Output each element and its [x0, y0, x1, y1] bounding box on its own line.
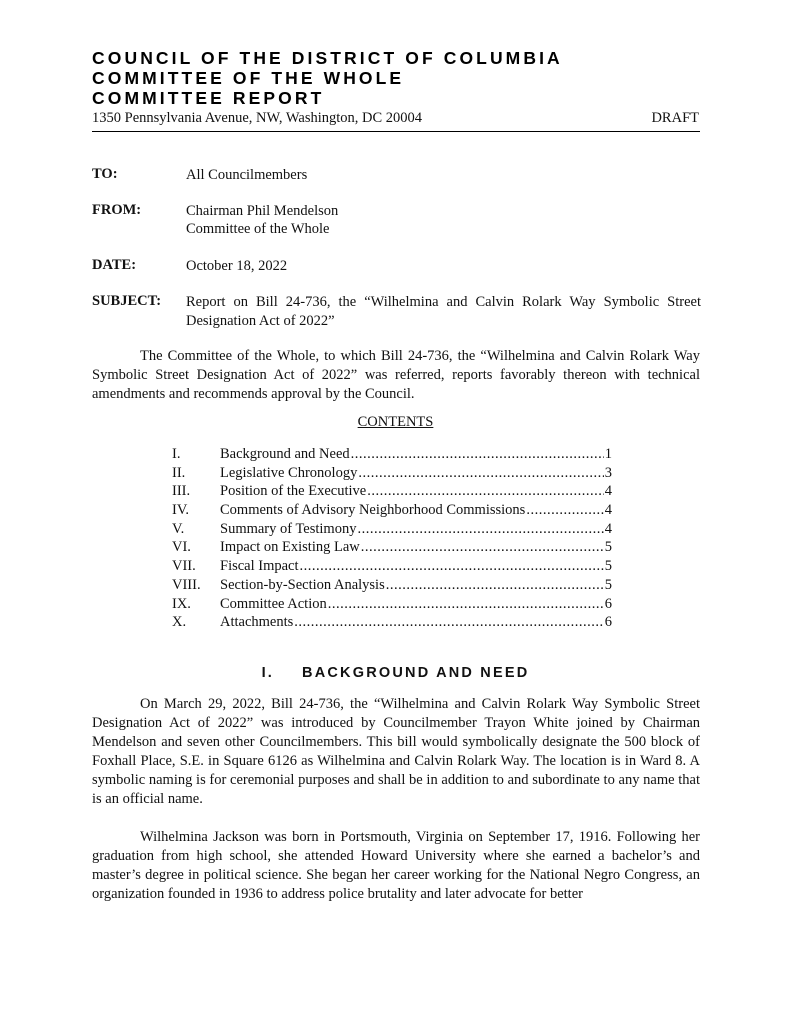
toc-row[interactable]: [172, 596, 612, 615]
toc-title: Background and Need: [220, 446, 350, 462]
toc-row[interactable]: [172, 614, 612, 633]
toc-leader: [361, 539, 604, 556]
toc-number: VI.: [172, 539, 191, 556]
toc-row[interactable]: [172, 483, 612, 502]
toc-row[interactable]: [172, 521, 612, 540]
toc-leader: [357, 521, 603, 538]
header-rule: [92, 131, 700, 132]
from-label: FROM:: [92, 202, 142, 218]
toc-number: II.: [172, 464, 186, 481]
council-title: COUNCIL OF THE DISTRICT OF COLUMBIA: [92, 48, 563, 68]
toc-number: IX.: [172, 595, 191, 612]
date-label: DATE:: [92, 257, 137, 273]
toc-leader: [328, 596, 604, 613]
toc-row[interactable]: [172, 558, 612, 577]
toc-row[interactable]: [172, 502, 612, 521]
toc-row[interactable]: [172, 577, 612, 596]
from-value-name: Chairman Phil Mendelson: [186, 203, 339, 219]
toc-number: VII.: [172, 558, 196, 575]
toc-leader: [386, 577, 604, 594]
toc-number: X.: [172, 614, 187, 631]
toc-leader: [294, 614, 603, 631]
toc-number: V.: [172, 520, 185, 537]
toc-title: Committee Action: [220, 595, 327, 612]
background-paragraph-2: Wilhelmina Jackson was born in Portsmouth, Virginia on September 17, 1916. Following her graduation from high school, she attended Howard University where she earned a bachelor’s and master’s degree in political science. She began her career working for the National Negro Congress, an organization founded in 1936 to address police brutality and later advocate for better: [92, 829, 700, 902]
toc-page: 6: [604, 614, 612, 631]
contents-title: CONTENTS: [357, 414, 434, 430]
toc-page: 6: [604, 595, 612, 612]
toc-leader: [351, 446, 604, 463]
toc-title: Summary of Testimony: [220, 520, 357, 537]
date-value: October 18, 2022: [186, 258, 288, 274]
toc-title: Legislative Chronology: [220, 464, 358, 481]
draft-label: DRAFT: [651, 110, 699, 126]
toc-title: Section-by-Section Analysis: [220, 576, 385, 593]
toc-number: I.: [172, 446, 181, 462]
toc-row[interactable]: [172, 465, 612, 484]
committee-title: COMMITTEE OF THE WHOLE: [92, 68, 405, 88]
toc-title: Fiscal Impact: [220, 558, 299, 575]
toc-page: 4: [604, 483, 612, 500]
subject-value: Report on Bill 24-736, the “Wilhelmina and Calvin Rolark Way Symbolic Street Designation Act of 2022”: [186, 294, 701, 329]
toc-number: III.: [172, 483, 191, 500]
intro-paragraph: The Committee of the Whole, to which Bill 24-736, the “Wilhelmina and Calvin Rolark Way Symbolic Street Designation Act of 2022” was referred, reports favorably thereon with technical amendments and recommends approval by the Council.: [92, 348, 700, 402]
toc-page: 4: [604, 520, 612, 537]
toc-title: Impact on Existing Law: [220, 539, 360, 556]
to-value: All Councilmembers: [186, 167, 308, 183]
toc-page: 5: [604, 558, 612, 575]
toc-page: 5: [604, 576, 612, 593]
from-value-committee: Committee of the Whole: [186, 221, 330, 237]
table-of-contents: [172, 446, 612, 633]
to-label: TO:: [92, 166, 118, 182]
toc-title: Comments of Advisory Neighborhood Commissions: [220, 502, 526, 519]
toc-row[interactable]: [172, 539, 612, 558]
section-number: I.: [261, 665, 275, 681]
toc-page: 1: [604, 446, 612, 462]
toc-title: Attachments: [220, 614, 294, 631]
section-heading: [0, 665, 791, 681]
toc-number: IV.: [172, 502, 190, 519]
report-title: COMMITTEE REPORT: [92, 88, 325, 108]
toc-leader: [526, 502, 603, 519]
subject-label: SUBJECT:: [92, 293, 162, 309]
toc-title: Position of the Executive: [220, 483, 367, 500]
toc-leader: [300, 558, 604, 575]
toc-page: 4: [604, 502, 612, 519]
toc-page: 5: [604, 539, 612, 556]
toc-row[interactable]: [172, 446, 612, 465]
toc-leader: [358, 465, 603, 482]
background-paragraph-1: On March 29, 2022, Bill 24-736, the “Wilhelmina and Calvin Rolark Way Symbolic Street Designation Act of 2022” was introduced by Councilmember Trayon White joined by Chairman Mendelson and seven other Councilmembers. This bill would symbolically designate the 500 block of Foxhall Place, S.E. in Square 6126 as Wilhelmina and Calvin Rolark Way. The location is in Ward 8. A symbolic naming is for ceremonial purposes and shall be in addition to and subordinate to any name that is an official name.: [92, 696, 700, 807]
section-title: BACKGROUND AND NEED: [302, 665, 530, 681]
address: 1350 Pennsylvania Avenue, NW, Washington, DC 20004: [92, 110, 423, 126]
toc-page: 3: [604, 464, 612, 481]
toc-number: VIII.: [172, 576, 201, 593]
toc-leader: [367, 483, 604, 500]
